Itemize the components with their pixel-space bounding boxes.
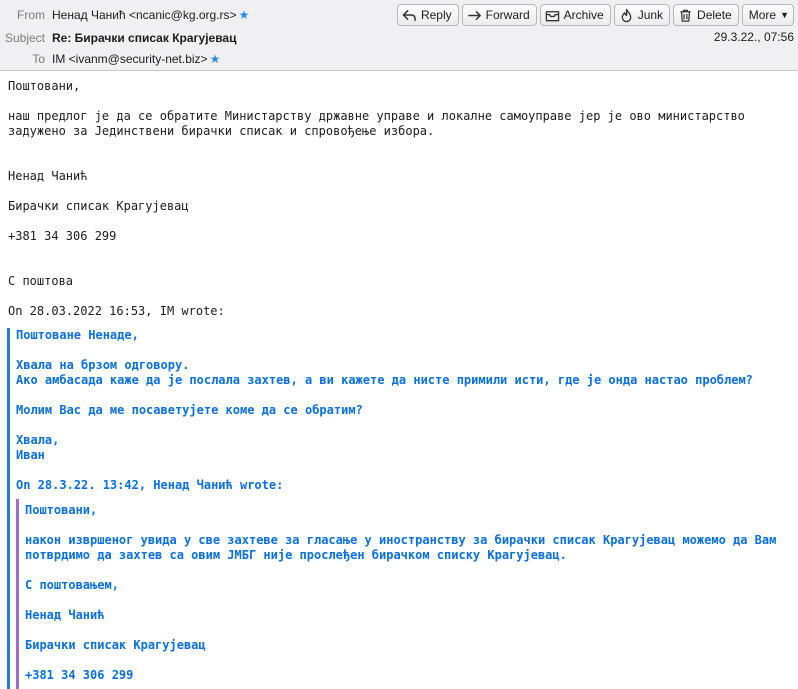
archive-icon bbox=[545, 8, 560, 23]
body-paragraph-line: наш предлог је да се обратите Министарству државне управе и локалне самоуправе јер је ово министарство bbox=[8, 109, 745, 123]
body-paragraph-line: задужено за Јединствени бирачки списак и спровођење избора. bbox=[8, 124, 435, 138]
quote-line: Хвала на брзом одговору. bbox=[16, 358, 190, 372]
chevron-down-icon: ▼ bbox=[780, 10, 789, 20]
nested-quote-closing: С поштовањем, bbox=[25, 578, 119, 592]
more-label: More bbox=[748, 8, 777, 22]
message-date: 29.3.22., 07:56 bbox=[713, 30, 794, 44]
quote-bar bbox=[7, 328, 10, 689]
to-value[interactable] bbox=[52, 52, 220, 66]
nested-quote-greeting: Поштовани, bbox=[25, 503, 98, 517]
signature-name: Ненад Чанић bbox=[8, 169, 88, 183]
reply-button[interactable] bbox=[397, 4, 459, 26]
trash-icon bbox=[678, 8, 693, 23]
to-label: To bbox=[32, 52, 45, 66]
reply-icon bbox=[402, 8, 417, 23]
message-body bbox=[0, 71, 798, 689]
delete-button[interactable] bbox=[673, 4, 739, 26]
message-header bbox=[0, 0, 798, 71]
delete-label: Delete bbox=[697, 8, 732, 22]
more-button[interactable] bbox=[742, 4, 794, 26]
quote-thanks: Хвала, bbox=[16, 433, 60, 447]
junk-label: Junk bbox=[637, 8, 664, 22]
archive-button[interactable] bbox=[540, 4, 611, 26]
flame-icon bbox=[619, 8, 634, 23]
quote-attribution: On 28.03.2022 16:53, IM wrote: bbox=[8, 304, 225, 318]
to-address[interactable]: IM <ivanm@security-net.biz> bbox=[52, 52, 208, 66]
signature-org: Бирачки списак Крагујевац bbox=[8, 199, 189, 213]
subject-label: Subject bbox=[4, 31, 45, 45]
subject-value: Re: Бирачки списак Крагујевац bbox=[52, 31, 237, 45]
greeting: Поштовани, bbox=[8, 79, 81, 93]
forward-label: Forward bbox=[485, 8, 530, 22]
from-value[interactable] bbox=[52, 8, 249, 22]
nested-quote-line: потврдимо да захтев са овим ЈМБГ није прослеђен бирачком списку Крагујевац. bbox=[25, 548, 567, 562]
nested-quote-line: након извршеног увида у све захтеве за гласање у иностранству за бирачки списак Крагујевац можемо да Вам bbox=[25, 533, 777, 547]
forward-icon bbox=[467, 8, 482, 23]
message-toolbar bbox=[397, 4, 794, 26]
nested-quote-phone: +381 34 306 299 bbox=[25, 668, 134, 682]
from-label: From bbox=[17, 8, 45, 22]
nested-quote-bar bbox=[16, 499, 19, 689]
quote-attribution: On 28.3.22. 13:42, Ненад Чанић wrote: bbox=[16, 478, 284, 492]
from-address[interactable]: Ненад Чанић <ncanic@kg.org.rs> bbox=[52, 8, 237, 22]
quote-greeting: Поштоване Ненаде, bbox=[16, 328, 139, 342]
signature-phone: +381 34 306 299 bbox=[8, 229, 117, 243]
quote-name: Иван bbox=[16, 448, 45, 462]
nested-quote-name: Ненад Чанић bbox=[25, 608, 105, 622]
quote-line: Молим Вас да ме посаветујете коме да се обратим? bbox=[16, 403, 363, 417]
archive-label: Archive bbox=[563, 8, 604, 22]
reply-label: Reply bbox=[420, 8, 452, 22]
closing: С поштова bbox=[8, 274, 74, 288]
quote-line: Ако амбасада каже да је послала захтев, а ви кажете да нисте примили исти, где је онда настао проблем? bbox=[16, 373, 753, 387]
forward-button[interactable] bbox=[462, 4, 537, 26]
star-icon[interactable]: ★ bbox=[209, 52, 221, 66]
star-icon[interactable]: ★ bbox=[238, 8, 250, 22]
junk-button[interactable] bbox=[614, 4, 670, 26]
nested-quote-org: Бирачки списак Крагујевац bbox=[25, 638, 206, 652]
